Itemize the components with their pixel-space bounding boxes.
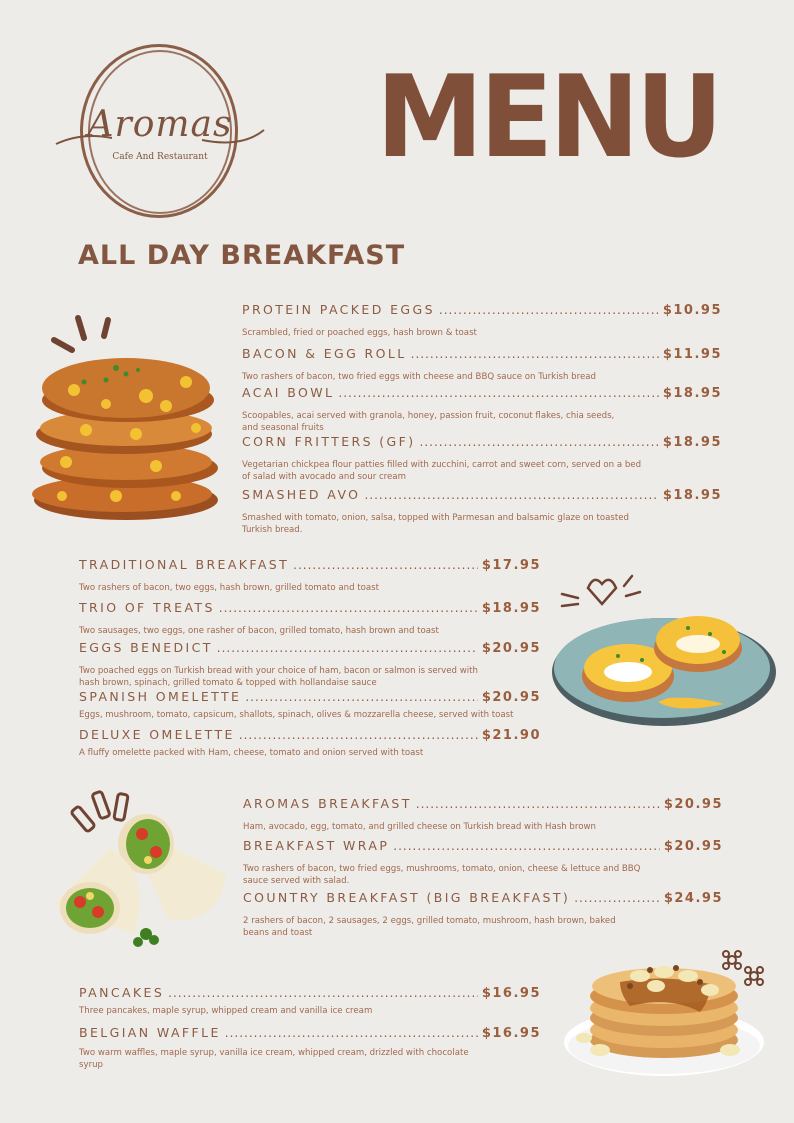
item-leader-dots bbox=[217, 641, 478, 655]
item-price: $18.95 bbox=[662, 386, 722, 401]
item-description: Two poached eggs on Turkish bread with your choice of ham, bacon or salmon is served with hash brown, spinach, grilled tomato & topped with hollandaise sauce bbox=[79, 666, 478, 688]
item-price: $18.95 bbox=[481, 601, 541, 616]
section-title: ALL DAY BREAKFAST bbox=[78, 240, 406, 271]
breakfast-wrap-image bbox=[50, 784, 230, 954]
item-description: Two warm waffles, maple syrup, vanilla ice cream, whipped cream, drizzled with chocolate syrup bbox=[79, 1048, 469, 1070]
item-name: PROTEIN PACKED EGGS bbox=[242, 302, 435, 317]
menu-item bbox=[79, 727, 541, 759]
item-name: TRIO OF TREATS bbox=[79, 600, 215, 615]
item-price: $20.95 bbox=[481, 641, 541, 656]
item-price: $16.95 bbox=[481, 1026, 541, 1041]
brand-logo bbox=[52, 44, 268, 220]
menu-item bbox=[242, 302, 722, 339]
item-price: $20.95 bbox=[663, 839, 723, 854]
item-leader-dots bbox=[245, 690, 478, 704]
menu-item bbox=[79, 689, 541, 721]
item-description: Three pancakes, maple syrup, whipped cream and vanilla ice cream bbox=[79, 1006, 373, 1016]
menu-item bbox=[243, 796, 723, 833]
item-leader-dots bbox=[239, 728, 478, 742]
logo-brand-name: Aromas bbox=[87, 104, 233, 145]
item-leader-dots bbox=[364, 488, 658, 502]
item-price: $24.95 bbox=[663, 891, 723, 906]
item-leader-dots bbox=[416, 797, 660, 811]
item-description: 2 rashers of bacon, 2 sausages, 2 eggs, grilled tomato, mushroom, hash brown, baked beans and toast bbox=[243, 916, 616, 938]
item-leader-dots bbox=[574, 891, 660, 905]
item-name: EGGS BENEDICT bbox=[79, 640, 213, 655]
item-name: TRADITIONAL BREAKFAST bbox=[79, 557, 290, 572]
menu-item bbox=[243, 890, 723, 939]
item-name: SPANISH OMELETTE bbox=[79, 689, 242, 704]
page-title: MENU bbox=[376, 51, 720, 184]
menu-item bbox=[243, 838, 723, 887]
item-price: $18.95 bbox=[662, 435, 722, 450]
item-description: Eggs, mushroom, tomato, capsicum, shallots, spinach, olives & mozzarella cheese, served with toast bbox=[79, 710, 514, 720]
menu-item bbox=[79, 557, 541, 594]
item-description: Scoopables, acai served with granola, honey, passion fruit, coconut flakes, chia seeds, and seasonal fruits bbox=[242, 411, 615, 433]
item-price: $11.95 bbox=[662, 347, 722, 362]
item-price: $18.95 bbox=[662, 488, 722, 503]
menu-item bbox=[242, 487, 722, 536]
item-price: $20.95 bbox=[663, 797, 723, 812]
item-leader-dots bbox=[439, 303, 659, 317]
menu-item bbox=[79, 640, 541, 689]
item-name: AROMAS BREAKFAST bbox=[243, 796, 412, 811]
menu-item bbox=[242, 385, 722, 434]
item-description: A fluffy omelette packed with Ham, cheese, tomato and onion served with toast bbox=[79, 748, 424, 758]
eggs-benedict-image bbox=[548, 572, 778, 732]
item-name: DELUXE OMELETTE bbox=[79, 727, 235, 742]
item-description: Smashed with tomato, onion, salsa, topped with Parmesan and balsamic glaze on toasted Turkish bread. bbox=[242, 513, 629, 535]
menu-item bbox=[242, 434, 722, 483]
item-price: $17.95 bbox=[481, 558, 541, 573]
item-name: BREAKFAST WRAP bbox=[243, 838, 390, 853]
item-description: Vegetarian chickpea flour patties filled with zucchini, carrot and sweet corn, served on a bed of salad with avocado and sour cream bbox=[242, 460, 642, 482]
item-leader-dots bbox=[219, 601, 478, 615]
item-description: Two sausages, two eggs, one rasher of bacon, grilled tomato, hash brown and toast bbox=[79, 626, 439, 636]
item-description: Ham, avocado, egg, tomato, and grilled cheese on Turkish bread with Hash brown bbox=[243, 822, 596, 832]
item-leader-dots bbox=[393, 839, 660, 853]
menu-item bbox=[79, 985, 541, 1017]
item-name: CORN FRITTERS (GF) bbox=[242, 434, 416, 449]
item-description: Two rashers of bacon, two fried eggs, mushrooms, tomato, onion, cheese & lettuce and BBQ sauce served with salad. bbox=[243, 864, 641, 886]
logo-tagline: Cafe And Restaurant bbox=[112, 152, 208, 162]
menu-item bbox=[79, 600, 541, 637]
item-description: Two rashers of bacon, two eggs, hash brown, grilled tomato and toast bbox=[79, 583, 380, 593]
item-price: $20.95 bbox=[481, 690, 541, 705]
item-price: $16.95 bbox=[481, 986, 541, 1001]
menu-item bbox=[79, 1025, 541, 1071]
item-description: Scrambled, fried or poached eggs, hash brown & toast bbox=[242, 328, 477, 338]
item-price: $10.95 bbox=[662, 303, 722, 318]
item-price: $21.90 bbox=[481, 728, 541, 743]
corn-fritters-image bbox=[26, 310, 226, 530]
item-name: COUNTRY BREAKFAST (BIG BREAKFAST) bbox=[243, 890, 571, 905]
item-name: ACAI BOWL bbox=[242, 385, 335, 400]
item-leader-dots bbox=[338, 386, 658, 400]
item-leader-dots bbox=[225, 1026, 478, 1040]
item-name: BELGIAN WAFFLE bbox=[79, 1025, 221, 1040]
item-leader-dots bbox=[293, 558, 478, 572]
menu-item bbox=[242, 346, 722, 383]
item-name: SMASHED AVO bbox=[242, 487, 361, 502]
item-leader-dots bbox=[411, 347, 659, 361]
item-leader-dots bbox=[420, 435, 659, 449]
item-name: BACON & EGG ROLL bbox=[242, 346, 407, 361]
item-description: Two rashers of bacon, two fried eggs with cheese and BBQ sauce on Turkish bread bbox=[242, 372, 596, 382]
item-leader-dots bbox=[168, 986, 478, 1000]
pancakes-image bbox=[560, 946, 770, 1082]
item-name: PANCAKES bbox=[79, 985, 165, 1000]
